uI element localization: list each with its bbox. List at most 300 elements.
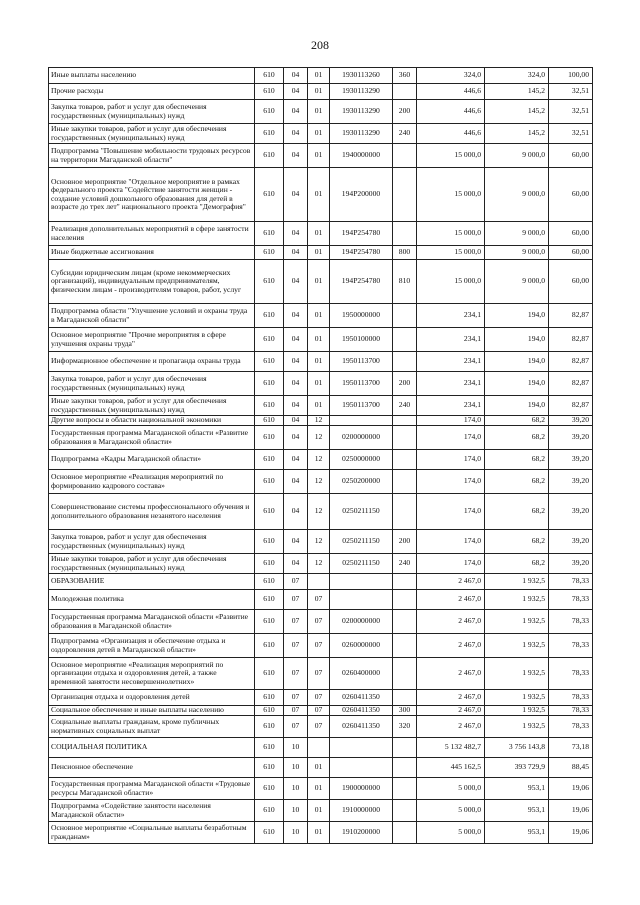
plan-amount: 15 000,0 [417, 168, 485, 222]
ministry-code: 610 [255, 554, 284, 574]
subsection-code: 01 [308, 168, 330, 222]
actual-amount: 68,2 [485, 530, 549, 554]
actual-amount: 194,0 [485, 304, 549, 328]
row-name: Информационное обеспечение и пропаганда охраны труда [49, 352, 255, 372]
ministry-code: 610 [255, 530, 284, 554]
ministry-code: 610 [255, 168, 284, 222]
target-article-code: 0260000000 [330, 634, 393, 658]
execution-percent: 78,33 [549, 706, 593, 716]
subsection-code: 07 [308, 610, 330, 634]
plan-amount: 15 000,0 [417, 222, 485, 246]
expense-type-code [393, 144, 417, 168]
row-name: Иные бюджетные ассигнования [49, 246, 255, 260]
execution-percent: 60,00 [549, 246, 593, 260]
ministry-code: 610 [255, 416, 284, 426]
plan-amount: 174,0 [417, 494, 485, 530]
execution-percent: 32,51 [549, 124, 593, 144]
section-code: 04 [284, 168, 308, 222]
subsection-code: 07 [308, 634, 330, 658]
expense-type-code: 200 [393, 530, 417, 554]
actual-amount: 194,0 [485, 396, 549, 416]
actual-amount: 953,1 [485, 822, 549, 844]
expense-type-code: 300 [393, 706, 417, 716]
plan-amount: 2 467,0 [417, 690, 485, 706]
target-article-code: 0260400000 [330, 658, 393, 690]
actual-amount: 194,0 [485, 328, 549, 352]
execution-percent: 88,45 [549, 758, 593, 778]
row-name: Пенсионное обеспечение [49, 758, 255, 778]
table-row [49, 260, 593, 304]
ministry-code: 610 [255, 778, 284, 800]
target-article-code: 0250211150 [330, 554, 393, 574]
subsection-code: 07 [308, 658, 330, 690]
subsection-code: 01 [308, 84, 330, 100]
execution-percent: 78,33 [549, 634, 593, 658]
section-code: 04 [284, 260, 308, 304]
table-row [49, 658, 593, 690]
execution-percent: 78,33 [549, 690, 593, 706]
section-code: 04 [284, 494, 308, 530]
plan-amount: 324,0 [417, 68, 485, 84]
section-code: 04 [284, 68, 308, 84]
table-row [49, 554, 593, 574]
ministry-code: 610 [255, 494, 284, 530]
row-name: Закупка товаров, работ и услуг для обеспечения государственных (муниципальных) нужд [49, 100, 255, 124]
execution-percent: 60,00 [549, 144, 593, 168]
row-name: Социальные выплаты гражданам, кроме публичных нормативных социальных выплат [49, 716, 255, 738]
table-row [49, 450, 593, 470]
target-article-code [330, 590, 393, 610]
subsection-code: 01 [308, 758, 330, 778]
expense-type-code: 200 [393, 372, 417, 396]
table-row [49, 416, 593, 426]
table-row [49, 144, 593, 168]
row-name: Подпрограмма «Кадры Магаданской области» [49, 450, 255, 470]
ministry-code: 610 [255, 352, 284, 372]
execution-percent: 78,33 [549, 716, 593, 738]
table-row [49, 610, 593, 634]
execution-percent: 19,06 [549, 800, 593, 822]
row-name: Подпрограмма области "Улучшение условий и охраны труда в Магаданской области" [49, 304, 255, 328]
execution-percent: 39,20 [549, 416, 593, 426]
target-article-code: 0260411350 [330, 716, 393, 738]
plan-amount: 15 000,0 [417, 260, 485, 304]
actual-amount: 194,0 [485, 372, 549, 396]
plan-amount: 446,6 [417, 84, 485, 100]
expense-type-code: 200 [393, 100, 417, 124]
target-article-code: 0250200000 [330, 470, 393, 494]
execution-percent: 39,20 [549, 470, 593, 494]
plan-amount: 2 467,0 [417, 634, 485, 658]
ministry-code: 610 [255, 222, 284, 246]
row-name: Иные закупки товаров, работ и услуг для обеспечения государственных (муниципальных) нужд [49, 124, 255, 144]
target-article-code: 1930113260 [330, 68, 393, 84]
table-row [49, 246, 593, 260]
actual-amount: 145,2 [485, 84, 549, 100]
expense-type-code [393, 168, 417, 222]
row-name: Подпрограмма «Организация и обеспечение отдыха и оздоровления детей в Магаданской области» [49, 634, 255, 658]
execution-percent: 19,06 [549, 778, 593, 800]
actual-amount: 953,1 [485, 778, 549, 800]
execution-percent: 60,00 [549, 168, 593, 222]
ministry-code: 610 [255, 100, 284, 124]
ministry-code: 610 [255, 738, 284, 758]
section-code: 04 [284, 470, 308, 494]
section-code: 07 [284, 610, 308, 634]
section-code: 04 [284, 372, 308, 396]
ministry-code: 610 [255, 634, 284, 658]
row-name: СОЦИАЛЬНАЯ ПОЛИТИКА [49, 738, 255, 758]
ministry-code: 610 [255, 144, 284, 168]
actual-amount: 68,2 [485, 494, 549, 530]
expense-type-code: 240 [393, 554, 417, 574]
expense-type-code: 800 [393, 246, 417, 260]
plan-amount: 234,1 [417, 352, 485, 372]
expense-type-code [393, 450, 417, 470]
subsection-code: 01 [308, 372, 330, 396]
target-article-code [330, 758, 393, 778]
table-row [49, 426, 593, 450]
table-row [49, 470, 593, 494]
ministry-code: 610 [255, 246, 284, 260]
actual-amount: 953,1 [485, 800, 549, 822]
plan-amount: 234,1 [417, 328, 485, 352]
table-row [49, 590, 593, 610]
actual-amount: 9 000,0 [485, 168, 549, 222]
actual-amount: 9 000,0 [485, 260, 549, 304]
subsection-code: 01 [308, 222, 330, 246]
actual-amount: 1 932,5 [485, 706, 549, 716]
row-name: Субсидии юридическим лицам (кроме некоммерческих организаций), индивидуальным предпринимателям, физическим лицам - производителям товаров, работ, услуг [49, 260, 255, 304]
execution-percent: 32,51 [549, 100, 593, 124]
section-code: 04 [284, 124, 308, 144]
plan-amount: 234,1 [417, 372, 485, 396]
execution-percent: 78,33 [549, 574, 593, 590]
subsection-code: 07 [308, 690, 330, 706]
target-article-code [330, 738, 393, 758]
target-article-code: 1950000000 [330, 304, 393, 328]
ministry-code: 610 [255, 590, 284, 610]
plan-amount: 15 000,0 [417, 144, 485, 168]
plan-amount: 446,6 [417, 100, 485, 124]
expense-type-code [393, 590, 417, 610]
execution-percent: 19,06 [549, 822, 593, 844]
row-name: Закупка товаров, работ и услуг для обеспечения государственных (муниципальных) нужд [49, 372, 255, 396]
section-code: 07 [284, 590, 308, 610]
plan-amount: 5 000,0 [417, 778, 485, 800]
section-code: 10 [284, 758, 308, 778]
table-row [49, 530, 593, 554]
ministry-code: 610 [255, 690, 284, 706]
actual-amount: 9 000,0 [485, 246, 549, 260]
table-row [49, 328, 593, 352]
plan-amount: 5 000,0 [417, 800, 485, 822]
table-row [49, 124, 593, 144]
ministry-code: 610 [255, 450, 284, 470]
actual-amount: 68,2 [485, 470, 549, 494]
section-code: 10 [284, 822, 308, 844]
subsection-code: 12 [308, 426, 330, 450]
plan-amount: 2 467,0 [417, 610, 485, 634]
plan-amount: 2 467,0 [417, 574, 485, 590]
actual-amount: 9 000,0 [485, 222, 549, 246]
actual-amount: 9 000,0 [485, 144, 549, 168]
target-article-code: 0260411350 [330, 706, 393, 716]
expense-type-code [393, 352, 417, 372]
target-article-code: 194P254780 [330, 246, 393, 260]
table-row [49, 758, 593, 778]
subsection-code: 01 [308, 822, 330, 844]
section-code: 04 [284, 304, 308, 328]
plan-amount: 174,0 [417, 530, 485, 554]
table-row [49, 690, 593, 706]
section-code: 07 [284, 658, 308, 690]
actual-amount: 1 932,5 [485, 658, 549, 690]
row-name: Основное мероприятие «Реализация мероприятий по организации отдыха и оздоровления детей, а также временной занятости несовершеннолетних» [49, 658, 255, 690]
subsection-code: 12 [308, 416, 330, 426]
subsection-code: 01 [308, 124, 330, 144]
row-name: ОБРАЗОВАНИЕ [49, 574, 255, 590]
table-row [49, 396, 593, 416]
execution-percent: 82,87 [549, 396, 593, 416]
section-code: 04 [284, 328, 308, 352]
plan-amount: 234,1 [417, 304, 485, 328]
actual-amount: 1 932,5 [485, 634, 549, 658]
subsection-code: 01 [308, 304, 330, 328]
row-name: Иные закупки товаров, работ и услуг для обеспечения государственных (муниципальных) нужд [49, 554, 255, 574]
execution-percent: 78,33 [549, 590, 593, 610]
subsection-code: 12 [308, 450, 330, 470]
row-name: Подпрограмма «Содействие занятости населения Магаданской области» [49, 800, 255, 822]
section-code: 04 [284, 416, 308, 426]
plan-amount: 174,0 [417, 426, 485, 450]
subsection-code: 01 [308, 778, 330, 800]
section-code: 04 [284, 100, 308, 124]
target-article-code: 194P200000 [330, 168, 393, 222]
section-code: 04 [284, 84, 308, 100]
section-code: 07 [284, 716, 308, 738]
target-article-code: 1930113290 [330, 100, 393, 124]
ministry-code: 610 [255, 758, 284, 778]
row-name: Совершенствование системы профессионального обучения и дополнительного образования незанятого населения [49, 494, 255, 530]
table-row [49, 706, 593, 716]
section-code: 04 [284, 396, 308, 416]
target-article-code [330, 574, 393, 590]
row-name: Иные закупки товаров, работ и услуг для обеспечения государственных (муниципальных) нужд [49, 396, 255, 416]
ministry-code: 610 [255, 328, 284, 352]
expense-type-code [393, 610, 417, 634]
page-number: 208 [311, 38, 329, 52]
target-article-code: 194P254780 [330, 260, 393, 304]
execution-percent: 82,87 [549, 352, 593, 372]
ministry-code: 610 [255, 260, 284, 304]
budget-table [48, 67, 593, 844]
expense-type-code [393, 84, 417, 100]
actual-amount: 1 932,5 [485, 690, 549, 706]
table-row [49, 574, 593, 590]
expense-type-code [393, 416, 417, 426]
table-row [49, 84, 593, 100]
plan-amount: 446,6 [417, 124, 485, 144]
row-name: Государственная программа Магаданской области «Развитие образования в Магаданской области» [49, 426, 255, 450]
target-article-code [330, 416, 393, 426]
target-article-code: 1950113700 [330, 352, 393, 372]
plan-amount: 445 162,5 [417, 758, 485, 778]
ministry-code: 610 [255, 658, 284, 690]
subsection-code: 01 [308, 246, 330, 260]
target-article-code: 1930113290 [330, 124, 393, 144]
expense-type-code [393, 758, 417, 778]
expense-type-code [393, 738, 417, 758]
expense-type-code: 810 [393, 260, 417, 304]
section-code: 04 [284, 530, 308, 554]
execution-percent: 39,20 [549, 450, 593, 470]
actual-amount: 324,0 [485, 68, 549, 84]
subsection-code: 07 [308, 590, 330, 610]
ministry-code: 610 [255, 372, 284, 396]
ministry-code: 610 [255, 304, 284, 328]
table-row [49, 778, 593, 800]
row-name: Закупка товаров, работ и услуг для обеспечения государственных (муниципальных) нужд [49, 530, 255, 554]
ministry-code: 610 [255, 610, 284, 634]
section-code: 04 [284, 352, 308, 372]
subsection-code: 01 [308, 68, 330, 84]
actual-amount: 393 729,9 [485, 758, 549, 778]
row-name: Государственная программа Магаданской области «Трудовые ресурсы Магаданской области» [49, 778, 255, 800]
section-code: 04 [284, 144, 308, 168]
ministry-code: 610 [255, 84, 284, 100]
subsection-code: 12 [308, 470, 330, 494]
actual-amount: 68,2 [485, 450, 549, 470]
row-name: Молодежная политика [49, 590, 255, 610]
table-row [49, 372, 593, 396]
actual-amount: 194,0 [485, 352, 549, 372]
target-article-code: 1910200000 [330, 822, 393, 844]
expense-type-code [393, 494, 417, 530]
subsection-code: 07 [308, 716, 330, 738]
target-article-code: 0260411350 [330, 690, 393, 706]
expense-type-code [393, 778, 417, 800]
expense-type-code [393, 304, 417, 328]
row-name: Прочие расходы [49, 84, 255, 100]
ministry-code: 610 [255, 822, 284, 844]
subsection-code: 12 [308, 554, 330, 574]
target-article-code: 194P254780 [330, 222, 393, 246]
table-row [49, 304, 593, 328]
ministry-code: 610 [255, 574, 284, 590]
plan-amount: 174,0 [417, 554, 485, 574]
subsection-code: 01 [308, 352, 330, 372]
plan-amount: 5 000,0 [417, 822, 485, 844]
execution-percent: 73,18 [549, 738, 593, 758]
target-article-code: 1910000000 [330, 800, 393, 822]
row-name: Организация отдыха и оздоровления детей [49, 690, 255, 706]
row-name: Подпрограмма "Повышение мобильности трудовых ресурсов на территории Магаданской области" [49, 144, 255, 168]
plan-amount: 2 467,0 [417, 716, 485, 738]
expense-type-code: 240 [393, 396, 417, 416]
table-row [49, 222, 593, 246]
row-name: Социальное обеспечение и иные выплаты населению [49, 706, 255, 716]
plan-amount: 15 000,0 [417, 246, 485, 260]
ministry-code: 610 [255, 396, 284, 416]
table-row [49, 494, 593, 530]
table-row [49, 168, 593, 222]
execution-percent: 60,00 [549, 260, 593, 304]
table-row [49, 68, 593, 84]
subsection-code: 01 [308, 396, 330, 416]
subsection-code [308, 738, 330, 758]
actual-amount: 145,2 [485, 124, 549, 144]
subsection-code: 01 [308, 800, 330, 822]
execution-percent: 78,33 [549, 658, 593, 690]
section-code: 07 [284, 634, 308, 658]
expense-type-code [393, 426, 417, 450]
section-code: 07 [284, 690, 308, 706]
target-article-code: 1930113290 [330, 84, 393, 100]
target-article-code: 0250211150 [330, 494, 393, 530]
actual-amount: 68,2 [485, 416, 549, 426]
target-article-code: 0200000000 [330, 426, 393, 450]
actual-amount: 68,2 [485, 554, 549, 574]
table-row [49, 352, 593, 372]
row-name: Другие вопросы в области национальной экономики [49, 416, 255, 426]
target-article-code: 1950100000 [330, 328, 393, 352]
subsection-code: 01 [308, 100, 330, 124]
expense-type-code [393, 470, 417, 494]
target-article-code: 0250000000 [330, 450, 393, 470]
actual-amount: 1 932,5 [485, 716, 549, 738]
plan-amount: 5 132 482,7 [417, 738, 485, 758]
row-name: Реализация дополнительных мероприятий в сфере занятости населения [49, 222, 255, 246]
section-code: 10 [284, 778, 308, 800]
actual-amount: 68,2 [485, 426, 549, 450]
ministry-code: 610 [255, 68, 284, 84]
section-code: 04 [284, 222, 308, 246]
section-code: 04 [284, 246, 308, 260]
table-row [49, 100, 593, 124]
plan-amount: 2 467,0 [417, 590, 485, 610]
execution-percent: 39,20 [549, 554, 593, 574]
plan-amount: 174,0 [417, 450, 485, 470]
target-article-code: 1950113700 [330, 372, 393, 396]
plan-amount: 2 467,0 [417, 706, 485, 716]
expense-type-code: 320 [393, 716, 417, 738]
subsection-code: 12 [308, 530, 330, 554]
execution-percent: 78,33 [549, 610, 593, 634]
section-code: 04 [284, 554, 308, 574]
execution-percent: 82,87 [549, 304, 593, 328]
plan-amount: 174,0 [417, 470, 485, 494]
expense-type-code [393, 800, 417, 822]
expense-type-code [393, 658, 417, 690]
expense-type-code [393, 328, 417, 352]
subsection-code: 01 [308, 144, 330, 168]
section-code: 07 [284, 574, 308, 590]
execution-percent: 60,00 [549, 222, 593, 246]
section-code: 10 [284, 738, 308, 758]
subsection-code: 01 [308, 328, 330, 352]
target-article-code: 1950113700 [330, 396, 393, 416]
row-name: Основное мероприятие "Отдельное мероприятие в рамках федерального проекта "Содействие занятости женщин - создание условий дошкольного образования для детей в возрасте до трех лет" национального проекта "Демография" [49, 168, 255, 222]
execution-percent: 39,20 [549, 530, 593, 554]
row-name: Основное мероприятие «Социальные выплаты безработным гражданам» [49, 822, 255, 844]
row-name: Основное мероприятие "Прочие мероприятия в сфере улучшения охраны труда" [49, 328, 255, 352]
plan-amount: 174,0 [417, 416, 485, 426]
target-article-code: 0200000000 [330, 610, 393, 634]
target-article-code: 1900000000 [330, 778, 393, 800]
subsection-code: 01 [308, 260, 330, 304]
table-row [49, 716, 593, 738]
